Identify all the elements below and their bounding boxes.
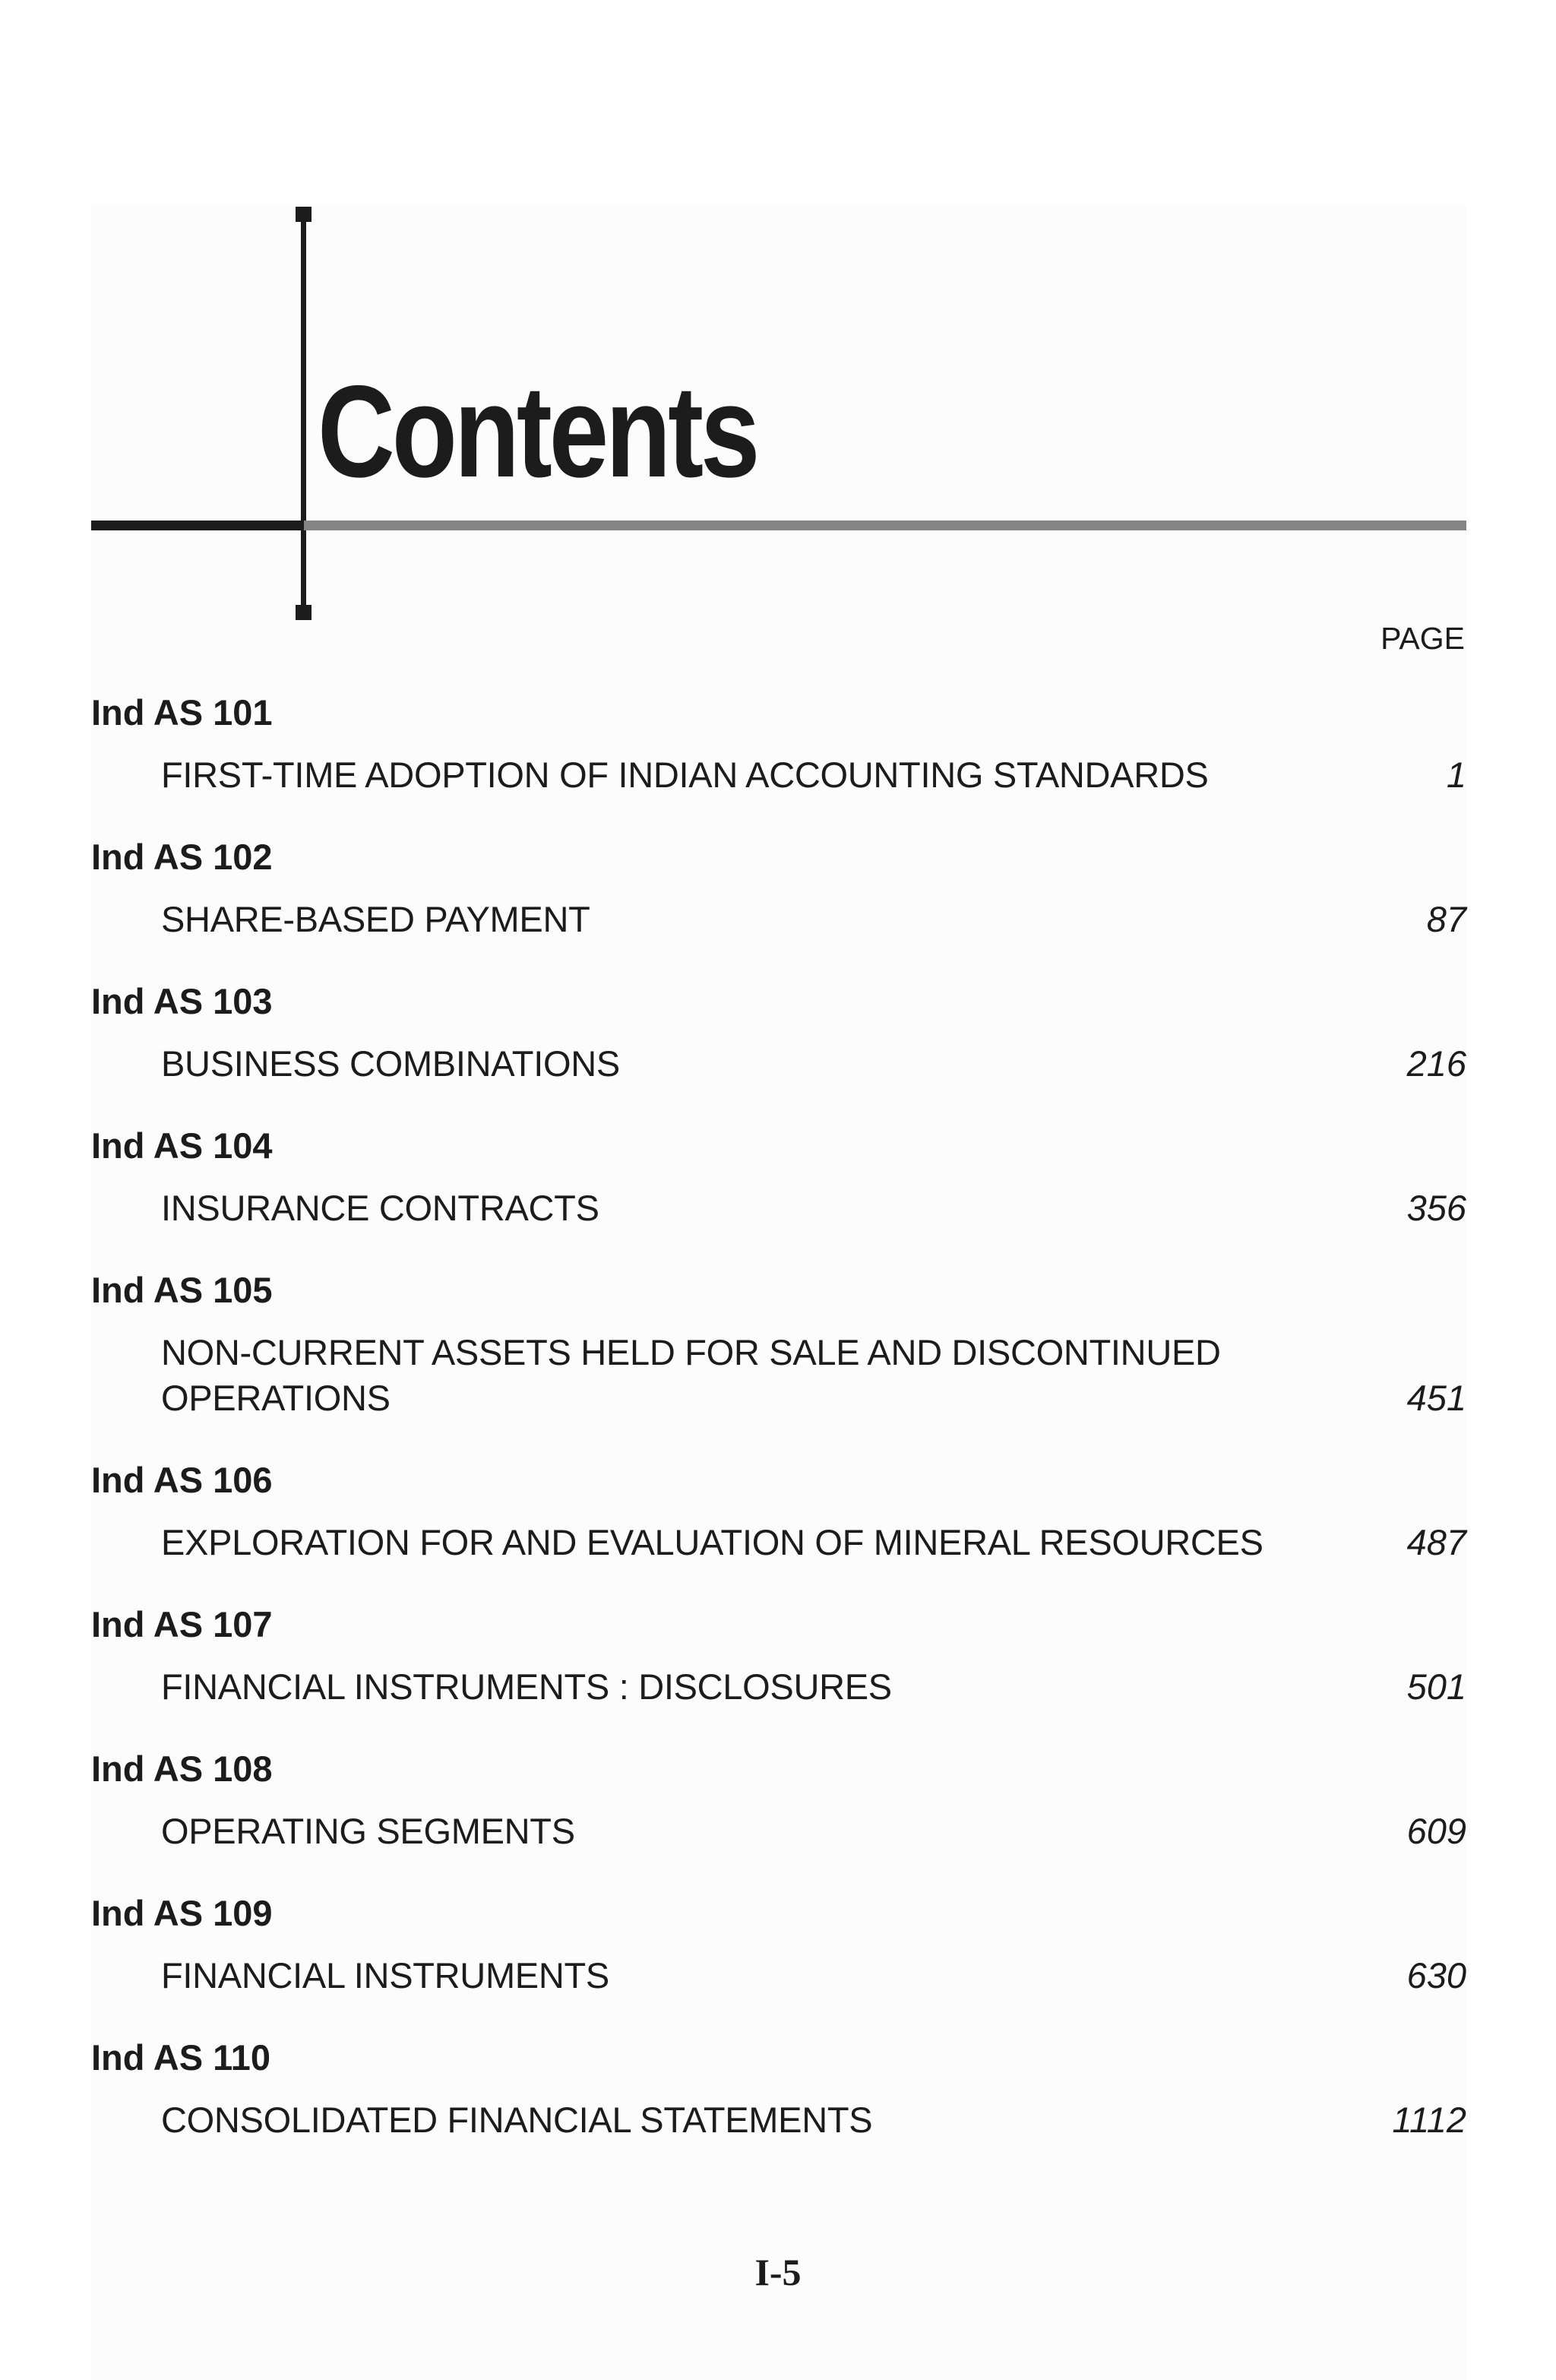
page-number: 487 [1406, 1522, 1466, 1562]
toc-entry [91, 1459, 1466, 1565]
page-number: 216 [1406, 1043, 1466, 1084]
page-number: 1 [1446, 755, 1466, 795]
standard-title[interactable]: BUSINESS COMBINATIONS [161, 1043, 620, 1084]
standard-title[interactable]: OPERATING SEGMENTS [161, 1811, 575, 1851]
standard-title[interactable]: INSURANCE CONTRACTS [161, 1188, 599, 1228]
standard-code: Ind AS 107 [91, 1604, 273, 1644]
standard-code: Ind AS 108 [91, 1749, 273, 1789]
standard-line [91, 1520, 1466, 1565]
page-number: 630 [1406, 1955, 1466, 1995]
toc-entry [91, 1748, 1466, 1854]
page-title: Contents [318, 359, 757, 505]
standard-title[interactable]: EXPLORATION FOR AND EVALUATION OF MINERAL RESOURCES [161, 1522, 1263, 1562]
toc-entry [91, 2037, 1466, 2143]
page-number: 451 [1406, 1378, 1466, 1418]
page-folio: I-5 [754, 2251, 802, 2293]
standard-line [91, 1953, 1466, 1999]
toc-entry [91, 836, 1466, 942]
page-column-header: PAGE [1380, 621, 1465, 656]
standard-code: Ind AS 103 [91, 981, 273, 1021]
standard-title[interactable]: FIRST-TIME ADOPTION OF INDIAN ACCOUNTING STANDARDS [161, 755, 1209, 795]
standard-code: Ind AS 104 [91, 1125, 273, 1166]
vertical-rule-bottom-cap [296, 605, 312, 620]
standard-code: Ind AS 102 [91, 837, 273, 877]
standard-line [91, 1041, 1466, 1087]
standard-code: Ind AS 101 [91, 692, 273, 733]
vertical-rule-top-cap [296, 207, 312, 222]
vertical-rule [301, 210, 306, 620]
toc-entry [91, 980, 1466, 1087]
standard-line [91, 1664, 1466, 1710]
table-of-contents [91, 692, 1466, 2181]
standard-code: Ind AS 105 [91, 1270, 273, 1310]
page-number: 87 [1426, 899, 1466, 939]
standard-title[interactable]: FINANCIAL INSTRUMENTS : DISCLOSURES [161, 1666, 892, 1707]
toc-entry [91, 1125, 1466, 1231]
page-number: 356 [1406, 1188, 1466, 1228]
standard-line [91, 897, 1466, 942]
toc-entry [91, 692, 1466, 798]
standard-title[interactable]: FINANCIAL INSTRUMENTS [161, 1955, 609, 1995]
toc-entry [91, 1892, 1466, 1999]
standard-title[interactable]: CONSOLIDATED FINANCIAL STATEMENTS [161, 2100, 873, 2140]
standard-line [91, 1185, 1466, 1231]
standard-title[interactable]: SHARE-BASED PAYMENT [161, 899, 590, 939]
standard-code: Ind AS 110 [91, 2037, 270, 2078]
horizontal-rule-dark [91, 521, 304, 530]
page-number: 609 [1406, 1811, 1466, 1851]
standard-line [91, 752, 1466, 798]
page-number: 501 [1406, 1666, 1466, 1707]
toc-entry [91, 1603, 1466, 1710]
standard-code: Ind AS 109 [91, 1893, 273, 1933]
standard-title[interactable]: NON-CURRENT ASSETS HELD FOR SALE AND DISCONTINUED OPERATIONS [161, 1332, 1221, 1418]
standard-code: Ind AS 106 [91, 1460, 273, 1500]
horizontal-rule-grey [304, 521, 1466, 530]
standard-line [91, 1330, 1466, 1421]
standard-line [91, 2097, 1466, 2143]
toc-entry [91, 1269, 1466, 1421]
page-number: 1112 [1392, 2100, 1466, 2140]
standard-line [91, 1809, 1466, 1854]
